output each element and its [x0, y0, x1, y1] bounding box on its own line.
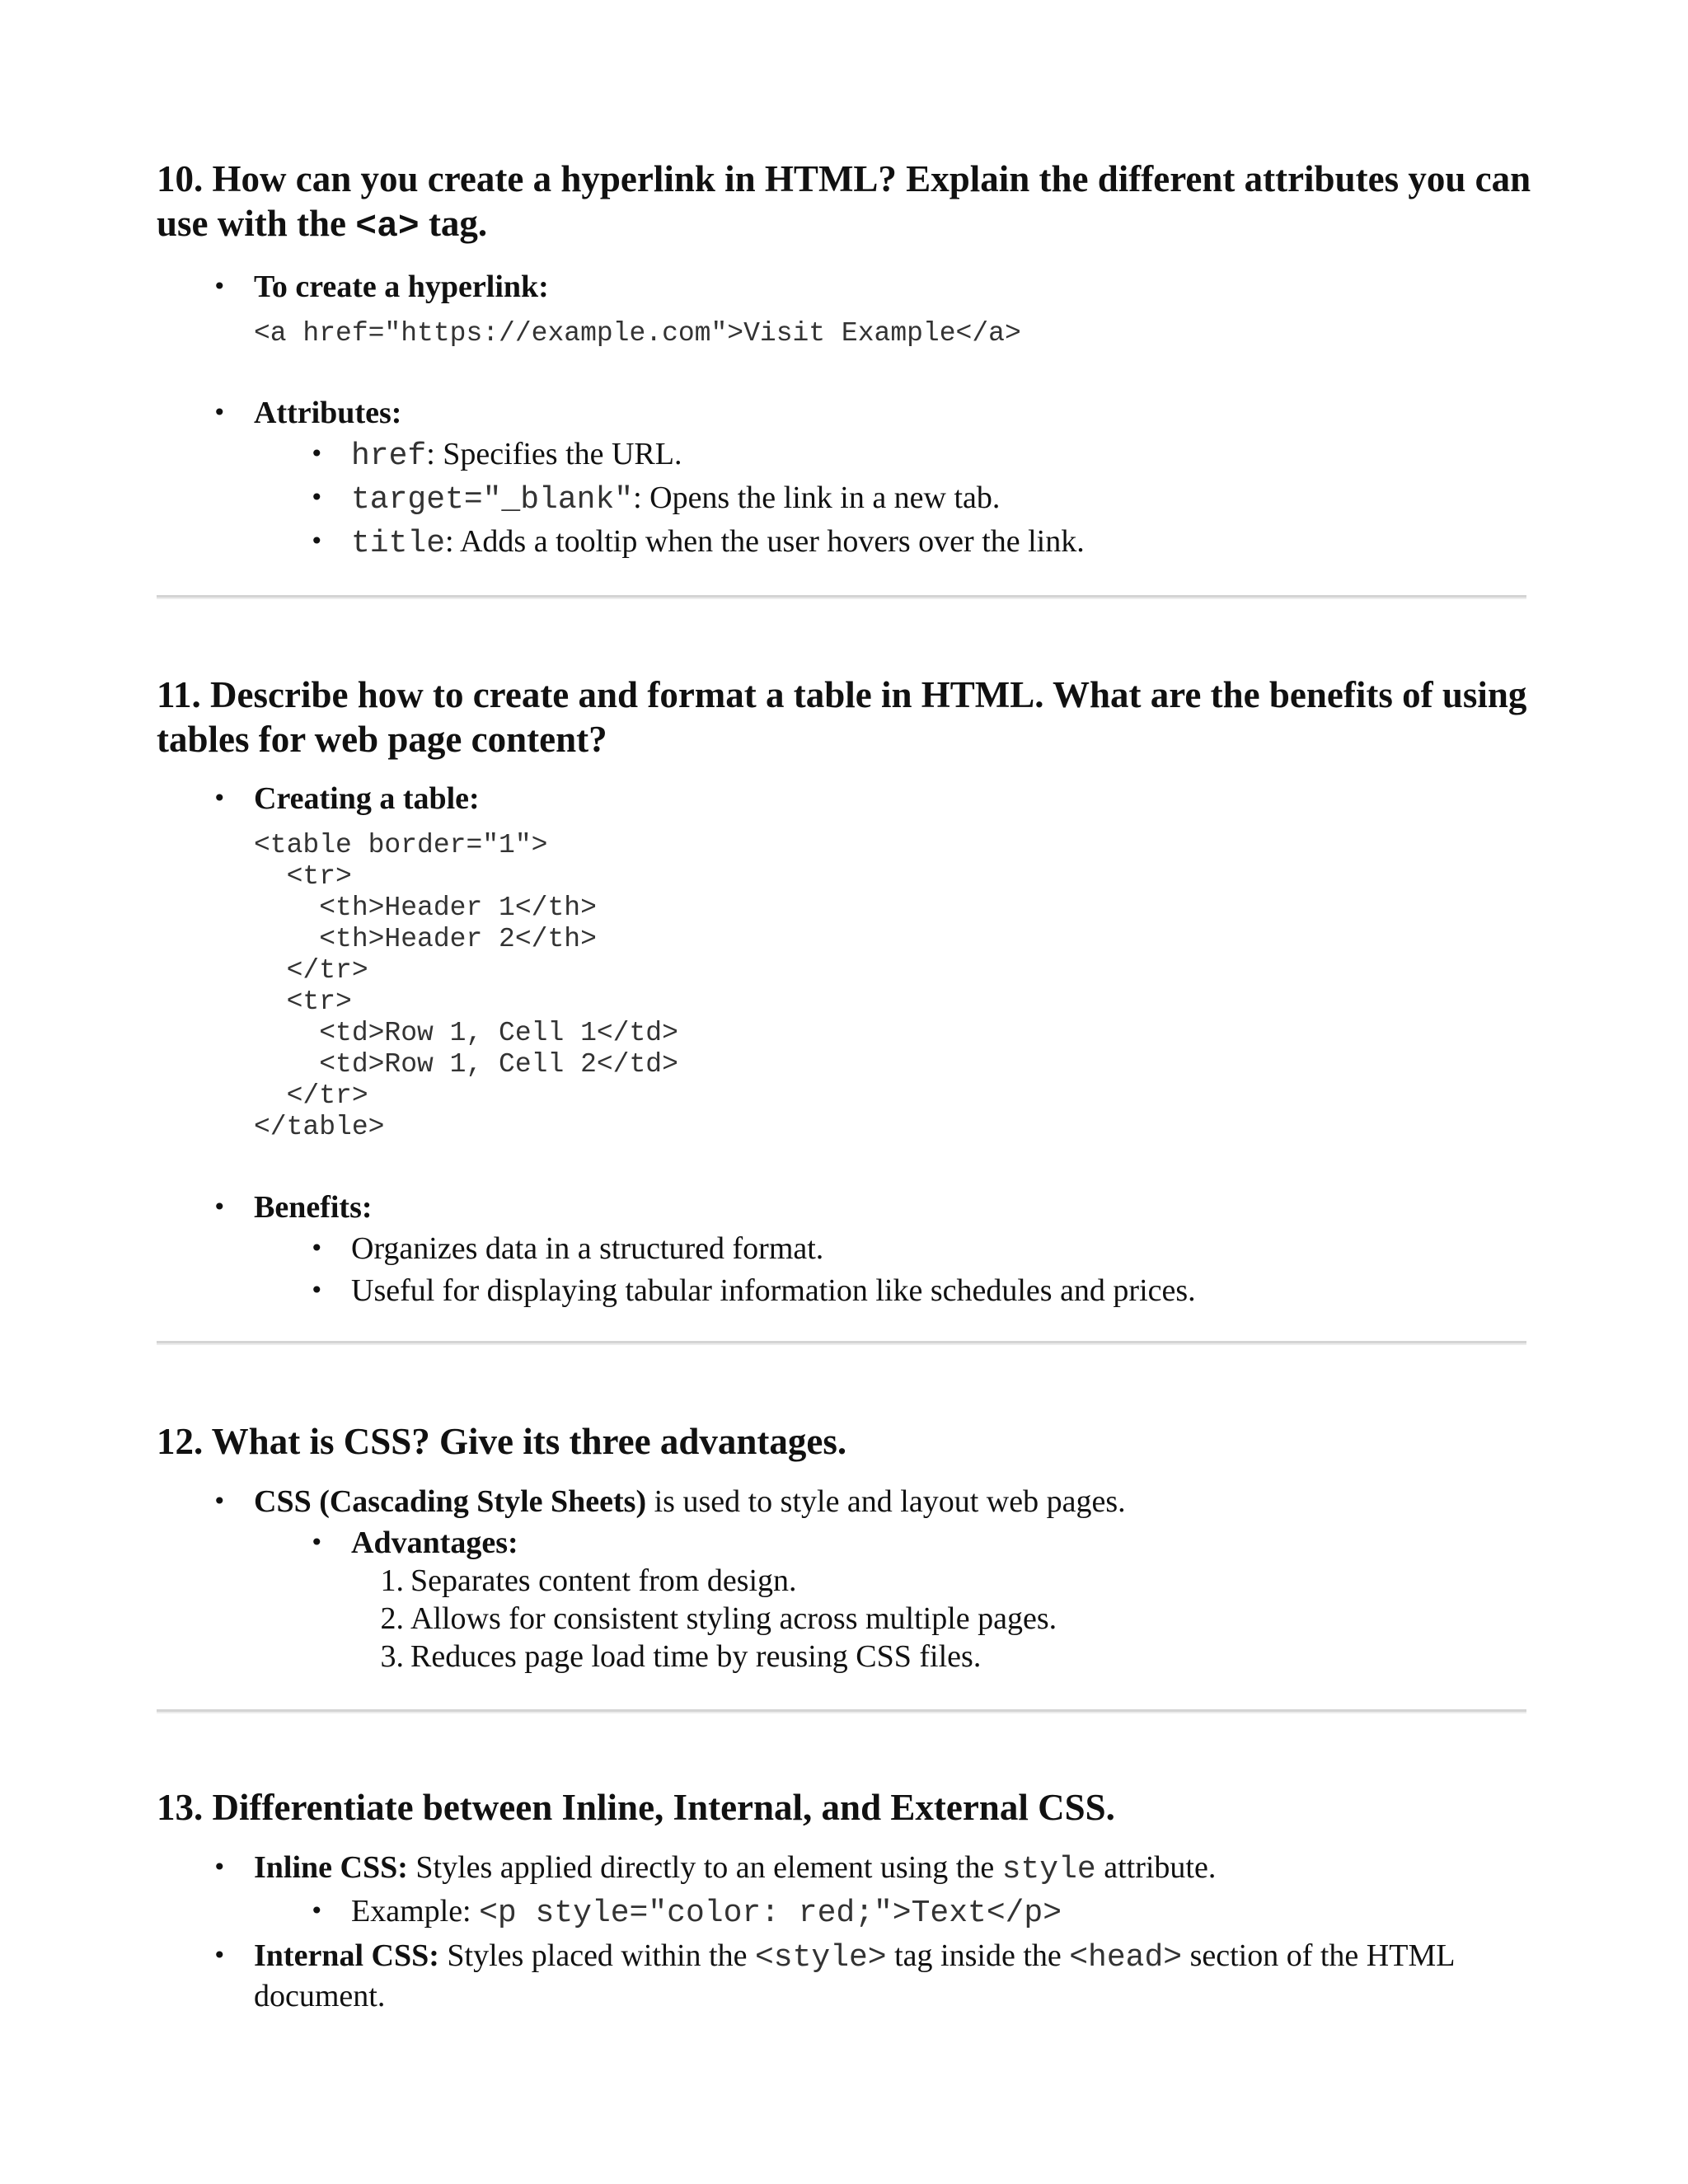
- q11-benefit-1: • Organizes data in a structured format.: [351, 1230, 823, 1268]
- q13-internal-style-code: <style>: [754, 1940, 887, 1975]
- q12-advantage-2-text: Allows for consistent styling across multiple pages.: [410, 1601, 1057, 1636]
- q10-attr-title: [351, 523, 1085, 563]
- q10-title-code: <a>: [355, 206, 420, 246]
- q11-benefit-2: • Useful for displaying tabular information like schedules and prices.: [351, 1272, 1196, 1310]
- q10-title: [157, 157, 1550, 249]
- q11-benefits-label: Benefits:: [254, 1190, 373, 1225]
- q12-advantage-3-text: Reduces page load time by reusing CSS files.: [410, 1639, 982, 1674]
- q12-bullet-advantages: [351, 1524, 518, 1562]
- q11-title: 11. Describe how to create and format a table in HTML. What are the benefits of using tables for web page content?: [157, 674, 1527, 760]
- q12-advantage-1: [380, 1562, 797, 1600]
- q13-inline-text-end: attribute.: [1095, 1850, 1217, 1885]
- q11-code-block: <table border="1"> <tr> <th>Header 1</th> <th>Header 2</th> </tr> <tr> <td>Row 1, Cell 1</td> <td>Row 1, Cell 2</td> </tr> </table>: [254, 830, 678, 1142]
- q13-inline-example: [351, 1892, 1062, 1933]
- q12-css-term: CSS (Cascading Style Sheets): [254, 1484, 647, 1519]
- q10-attr-title-code: title: [351, 526, 446, 561]
- q10-attr-href-code: href: [351, 438, 427, 474]
- q11-bullet-benefits: [254, 1188, 373, 1226]
- q12-bullet-css: [254, 1483, 1126, 1521]
- q12-advantage-1-text: Separates content from design.: [410, 1563, 797, 1598]
- q12-advantage-2-num: 2.: [380, 1601, 404, 1636]
- q10-attr-target-code: target="_blank": [351, 482, 634, 518]
- q13-internal-text-end: section of the HTML document.: [254, 1938, 1455, 2013]
- q10-title-suffix: tag.: [419, 203, 488, 244]
- q13-inline-code: style: [1001, 1852, 1096, 1887]
- section-divider-2: [157, 1341, 1526, 1345]
- q10-attr-href: [351, 435, 682, 476]
- q12-advantage-1-num: 1.: [380, 1563, 404, 1598]
- q13-inline-label: Inline CSS:: [254, 1850, 408, 1885]
- q12-advantages-label: Advantages:: [351, 1526, 518, 1560]
- q12-advantage-2: [380, 1600, 1057, 1638]
- q10-create-label: To create a hyperlink:: [254, 269, 549, 304]
- q13-internal-text-mid: tag inside the: [886, 1938, 1070, 1973]
- section-divider-3: [157, 1709, 1526, 1713]
- q11-creating-label: Creating a table:: [254, 781, 480, 816]
- q12-css-definition: is used to style and layout web pages.: [646, 1484, 1126, 1519]
- q13-inline-text: Styles applied directly to an element using the: [407, 1850, 1002, 1885]
- q13-internal-head-code: <head>: [1069, 1940, 1183, 1975]
- q10-attributes-label: Attributes:: [254, 396, 402, 430]
- q12-advantage-3-num: 3.: [380, 1639, 404, 1674]
- q13-internal-label: Internal CSS:: [254, 1938, 439, 1973]
- q10-title-text: 10. How can you create a hyperlink in HTML? Explain the different attributes you can use with the: [157, 158, 1531, 244]
- q12-title: 12. What is CSS? Give its three advantages.: [157, 1421, 847, 1462]
- q10-attr-href-text: : Specifies the URL.: [426, 437, 682, 471]
- q10-attr-target-text: : Opens the link in a new tab.: [633, 480, 1001, 515]
- q13-title: 13. Differentiate between Inline, Internal, and External CSS.: [157, 1787, 1115, 1828]
- q13-internal-text: Styles placed within the: [438, 1938, 755, 1973]
- q12-advantage-3: [380, 1638, 982, 1675]
- q10-attr-title-text: : Adds a tooltip when the user hovers over the link.: [445, 524, 1085, 559]
- q10-bullet-attributes: [254, 394, 401, 432]
- section-divider-1: [157, 595, 1526, 599]
- q10-bullet-create: [254, 268, 549, 306]
- q13-bullet-inline: [254, 1849, 1216, 1889]
- q13-example-label: Example:: [351, 1894, 480, 1929]
- q10-attr-target: [351, 479, 1000, 519]
- q13-example-code: <p style="color: red;">Text</p>: [479, 1896, 1062, 1931]
- q10-code-block: <a href="https://example.com">Visit Example</a>: [254, 318, 1021, 349]
- q11-bullet-creating: [254, 780, 480, 818]
- q13-bullet-internal: [254, 1937, 1540, 2015]
